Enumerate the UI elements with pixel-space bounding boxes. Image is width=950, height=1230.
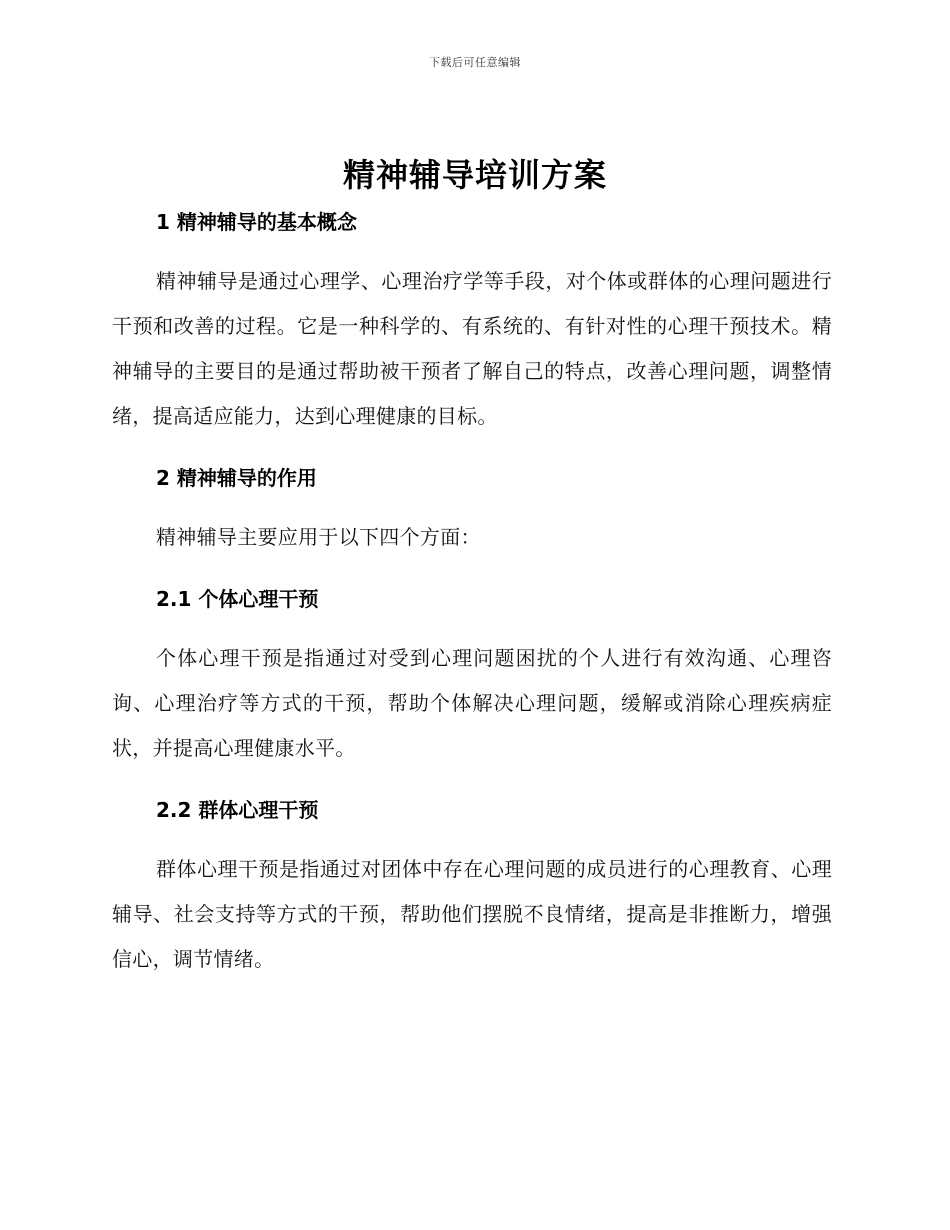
section-paragraph-2-2: 群体心理干预是指通过对团体中存在心理问题的成员进行的心理教育、心理辅导、社会支持等方式的干预，帮助他们摆脱不良情绪，提高是非推断力，增强信心，调节情绪。 <box>112 857 832 971</box>
section-paragraph-2-1: 个体心理干预是指通过对受到心理问题困扰的个人进行有效沟通、心理咨询、心理治疗等方式的干预，帮助个体解决心理问题，缓解或消除心理疾病症状，并提高心理健康水平。 <box>112 646 832 760</box>
section-paragraph-1: 精神辅导是通过心理学、心理治疗学等手段，对个体或群体的心理问题进行干预和改善的过程。它是一种科学的、有系统的、有针对性的心理干预技术。精神辅导的主要目的是通过帮助被干预者了解自己的特点，改善心理问题，调整情绪，提高适应能力，达到心理健康的目标。 <box>112 269 832 428</box>
section-heading-2: 2 精神辅导的作用 <box>156 466 317 490</box>
section-paragraph-2: 精神辅导主要应用于以下四个方面： <box>156 525 481 549</box>
section-heading-2-1: 2.1 个体心理干预 <box>156 587 319 611</box>
document-title: 精神辅导培训方案 <box>342 156 607 194</box>
section-heading-1: 1 精神辅导的基本概念 <box>156 210 357 234</box>
header-note: 下载后可任意编辑 <box>429 56 521 69</box>
document-body <box>112 205 832 982</box>
section-heading-2-2: 2.2 群体心理干预 <box>156 798 319 822</box>
